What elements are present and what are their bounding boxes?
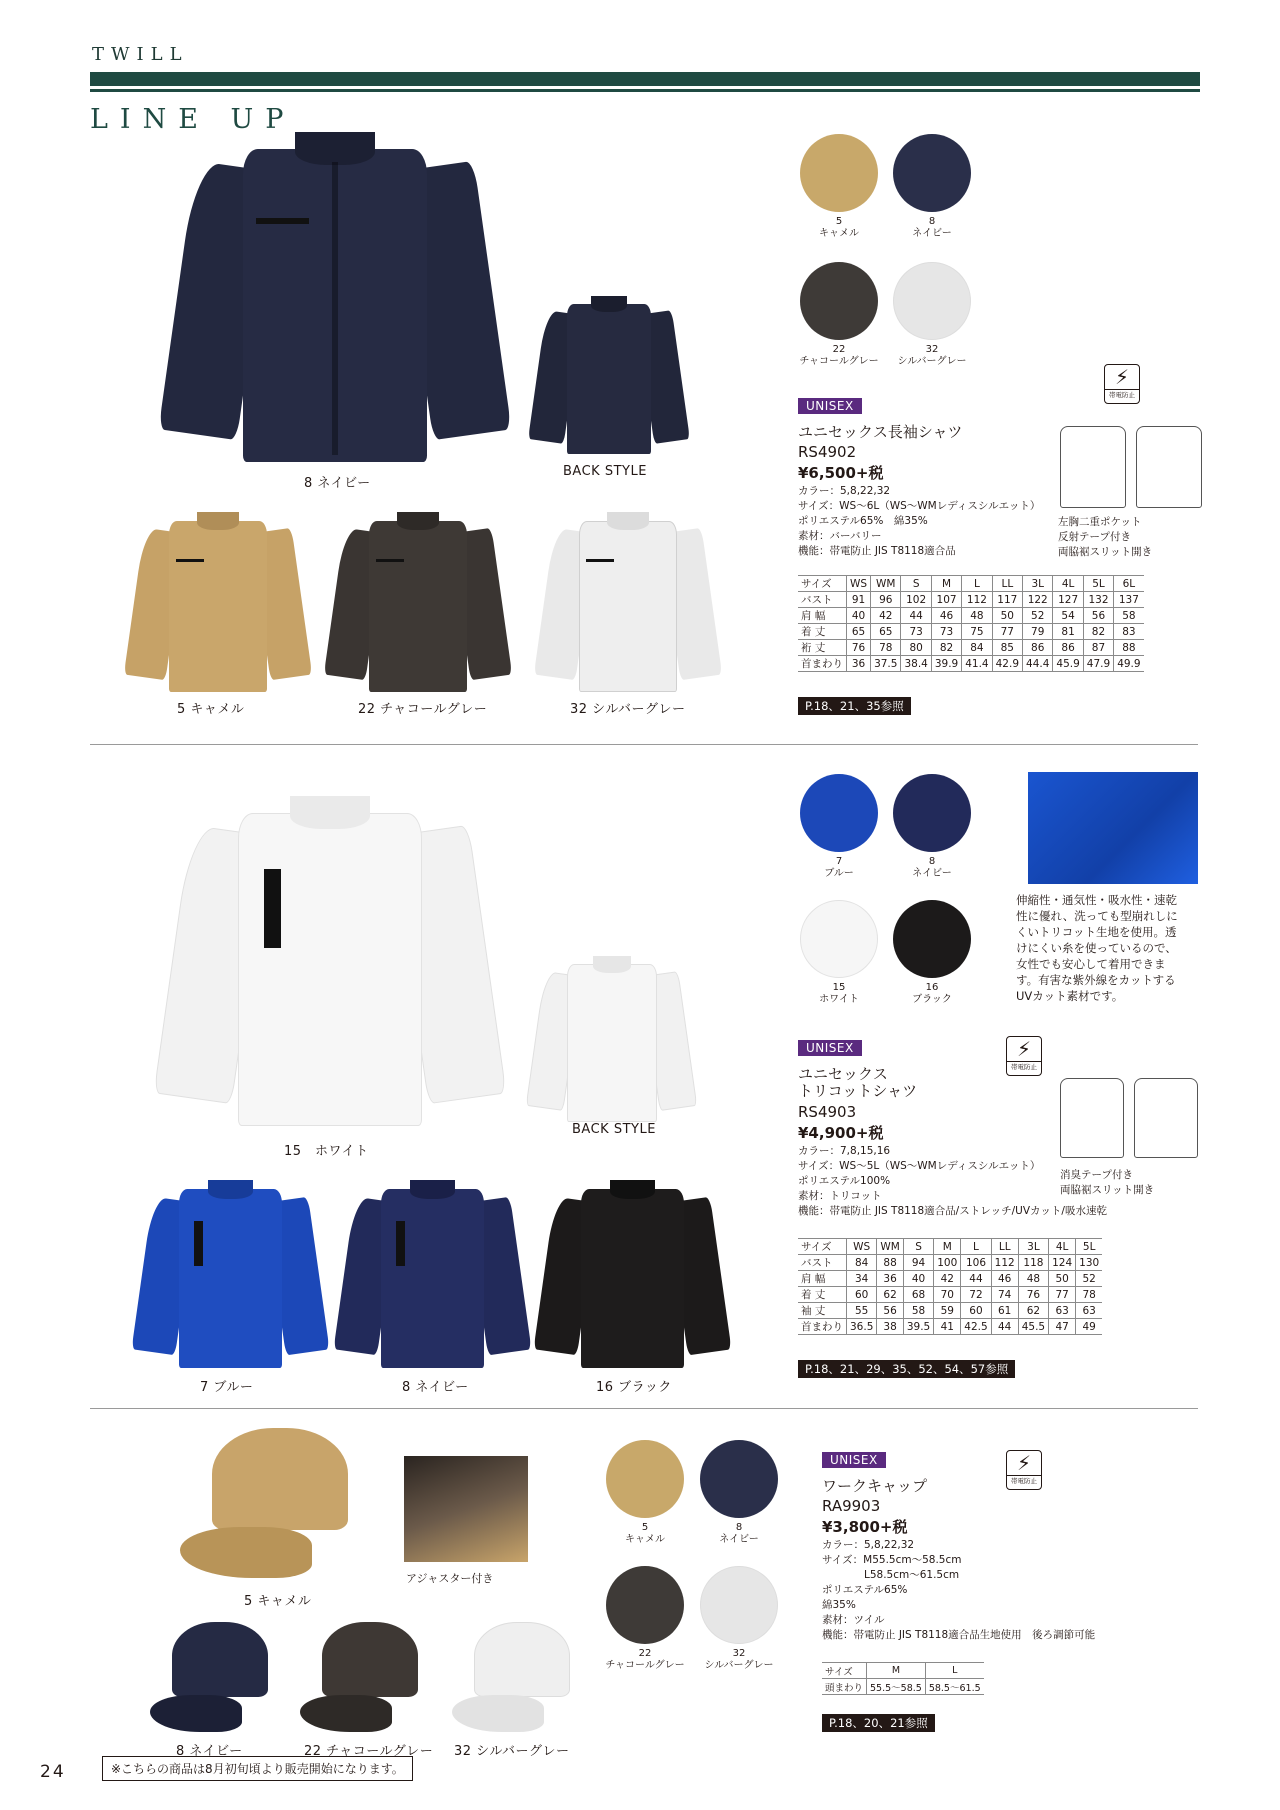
size-table: サイズ M L 頭まわり 55.5〜58.5 58.5〜61.5 (822, 1662, 984, 1695)
variant-caption-silver: 32 シルバーグレー (454, 1744, 570, 1759)
product-price: ¥6,500+税 (798, 464, 884, 482)
product-name: ユニセックス長袖シャツ (798, 423, 963, 441)
feature-list: 消臭テープ付き 両脇裾スリット開き (1060, 1169, 1155, 1196)
swatch-silver (700, 1566, 778, 1644)
section-label: TWILL (92, 44, 189, 65)
variant-shirt-black (540, 1180, 725, 1368)
header-bar (90, 72, 1200, 86)
unisex-tag: UNISEX (822, 1452, 886, 1468)
main-caption: 15 ホワイト (284, 1144, 369, 1159)
back-caption: BACK STYLE (572, 1122, 656, 1137)
release-notice: ※こちらの商品は8月初旬頃より販売開始になります。 (102, 1756, 413, 1781)
feature-list: 左胸二重ポケット 反射テープ付き 両脇裾スリット開き (1058, 516, 1153, 558)
page-title: LINE UP (90, 104, 296, 135)
unisex-tag: UNISEX (798, 398, 862, 414)
main-shirt-image (165, 796, 495, 1126)
swatch-label: 32 シルバーグレー (704, 1648, 774, 1671)
back-shirt-image (534, 296, 684, 454)
variant-cap-charcoal (300, 1622, 440, 1732)
swatch-label: 8 ネイビー (912, 856, 952, 879)
page-reference: P.18、21、29、35、52、54、57参照 (798, 1360, 1015, 1378)
size-table: サイズ WS WM S M L LL 3L 4L 5L 6L バスト 91 96 102 107 112 117 122 127 132 137 肩 幅 40 42 44 46 48 50 52 54 56 58 着 丈 65 65 73 73 75 77 79 81 82 83 裄 丈 76 78 80 82 84 85 86 86 87 88 首まわり 36 37.5 38.4 39.9 41.4 42.9 44.4 45.9 47.9 49.9 (798, 575, 1144, 672)
back-line-drawing (1134, 1078, 1198, 1158)
swatch-charcoal (800, 262, 878, 340)
variant-caption-navy: 8 ネイビー (402, 1380, 469, 1395)
swatch-camel (606, 1440, 684, 1518)
antistatic-icon: ⚡ 帯電防止 (1006, 1450, 1042, 1490)
swatch-navy (893, 134, 971, 212)
variant-shirt-silver (540, 512, 715, 692)
swatch-label: 8 ネイビー (912, 216, 952, 239)
variant-caption-silver: 32 シルバーグレー (570, 702, 686, 717)
swatch-white (800, 900, 878, 978)
variant-caption-black: 16 ブラック (596, 1380, 672, 1395)
variant-cap-silver (452, 1622, 592, 1732)
product-price: ¥4,900+税 (798, 1124, 884, 1142)
product-price: ¥3,800+税 (822, 1518, 908, 1536)
variant-shirt-blue (138, 1180, 323, 1368)
unisex-tag: UNISEX (798, 1040, 862, 1056)
swatch-label: 32 シルバーグレー (897, 344, 967, 367)
adjuster-caption: アジャスター付き (406, 1572, 494, 1585)
fabric-closeup-image (1028, 772, 1198, 884)
variant-caption-navy: 8 ネイビー (176, 1744, 243, 1759)
variant-cap-navy (150, 1622, 290, 1732)
product-code: RS4902 (798, 443, 857, 461)
swatch-navy (700, 1440, 778, 1518)
back-shirt-image (532, 956, 692, 1122)
product-specs: カラー：5,8,22,32 サイズ：WS〜6L（WS〜WMレディスシルエット） ポリエステル65% 綿35% 素材：バーバリー 機能：帯電防止 JIS T8118適合品 (798, 485, 1041, 557)
antistatic-icon: ⚡ 帯電防止 (1006, 1036, 1042, 1076)
product-code: RS4903 (798, 1103, 857, 1121)
swatch-blue (800, 774, 878, 852)
main-caption: 8 ネイビー (304, 476, 371, 491)
product-specs: カラー：5,8,22,32 サイズ：M55.5cm〜58.5cm L58.5cm〜61.5cm ポリエステル65% 綿35% 素材：ツイル 機能：帯電防止 JIS T8118適合品生地使用 後ろ調節可能 (822, 1539, 1096, 1641)
front-line-drawing (1060, 1078, 1124, 1158)
main-cap-image (180, 1428, 380, 1578)
antistatic-icon: ⚡ 帯電防止 (1104, 364, 1140, 404)
variant-caption-charcoal: 22 チャコールグレー (304, 1744, 434, 1759)
variant-shirt-navy (340, 1180, 525, 1368)
page-reference: P.18、21、35参照 (798, 697, 911, 715)
variant-shirt-camel (130, 512, 305, 692)
variant-caption-blue: 7 ブルー (200, 1380, 254, 1395)
fabric-description: 伸縮性・通気性・吸水性・速乾性に優れ、洗っても型崩れしにくいトリコット生地を使用。透けにくい糸を使っているので、女性でも安心して着用できます。有害な紫外線をカットするUVカット素材です。 (1016, 893, 1178, 1003)
variant-caption-camel: 5 キャメル (177, 702, 245, 717)
swatch-camel (800, 134, 878, 212)
swatch-label: 5 キャメル (819, 216, 859, 239)
product-code: RA9903 (822, 1497, 881, 1515)
back-line-drawing (1136, 426, 1202, 508)
header-rule (90, 89, 1200, 92)
back-caption: BACK STYLE (563, 464, 647, 479)
variant-shirt-charcoal (330, 512, 505, 692)
main-caption: 5 キャメル (244, 1594, 312, 1609)
section-divider (90, 744, 1198, 745)
swatch-label: 22 チャコールグレー (799, 344, 879, 367)
page-number: 24 (40, 1762, 66, 1782)
product-specs: カラー：7,8,15,16 サイズ：WS〜5L（WS〜WMレディスシルエット） ポリエステル100% 素材：トリコット 機能：帯電防止 JIS T8118適合品/ストレッチ/UVカット/吸水速乾 (798, 1145, 1107, 1217)
adjuster-detail-image (404, 1456, 528, 1562)
swatch-label: 15 ホワイト (819, 982, 859, 1005)
size-table: サイズ WS WM S M L LL 3L 4L 5L バスト 84 88 94 100 106 112 118 124 130 肩 幅 34 36 40 42 44 46 48 50 52 着 丈 60 62 68 70 72 74 76 77 78 袖 丈 55 56 58 59 60 61 62 63 63 首まわり 36.5 38 39.5 41 42.5 44 45.5 47 49 (798, 1238, 1102, 1335)
swatch-black (893, 900, 971, 978)
swatch-label: 8 ネイビー (719, 1522, 759, 1545)
swatch-label: 16 ブラック (912, 982, 952, 1005)
product-name: ユニセックス トリコットシャツ (798, 1065, 918, 1100)
swatch-charcoal (606, 1566, 684, 1644)
front-line-drawing (1060, 426, 1126, 508)
page-reference: P.18、20、21参照 (822, 1714, 935, 1732)
swatch-label: 7 ブルー (824, 856, 854, 879)
swatch-silver (893, 262, 971, 340)
product-name: ワークキャップ (822, 1477, 928, 1495)
swatch-label: 22 チャコールグレー (605, 1648, 685, 1671)
section-divider (90, 1408, 1198, 1409)
variant-caption-charcoal: 22 チャコールグレー (358, 702, 488, 717)
main-shirt-image (170, 132, 500, 462)
swatch-label: 5 キャメル (625, 1522, 665, 1545)
swatch-navy (893, 774, 971, 852)
